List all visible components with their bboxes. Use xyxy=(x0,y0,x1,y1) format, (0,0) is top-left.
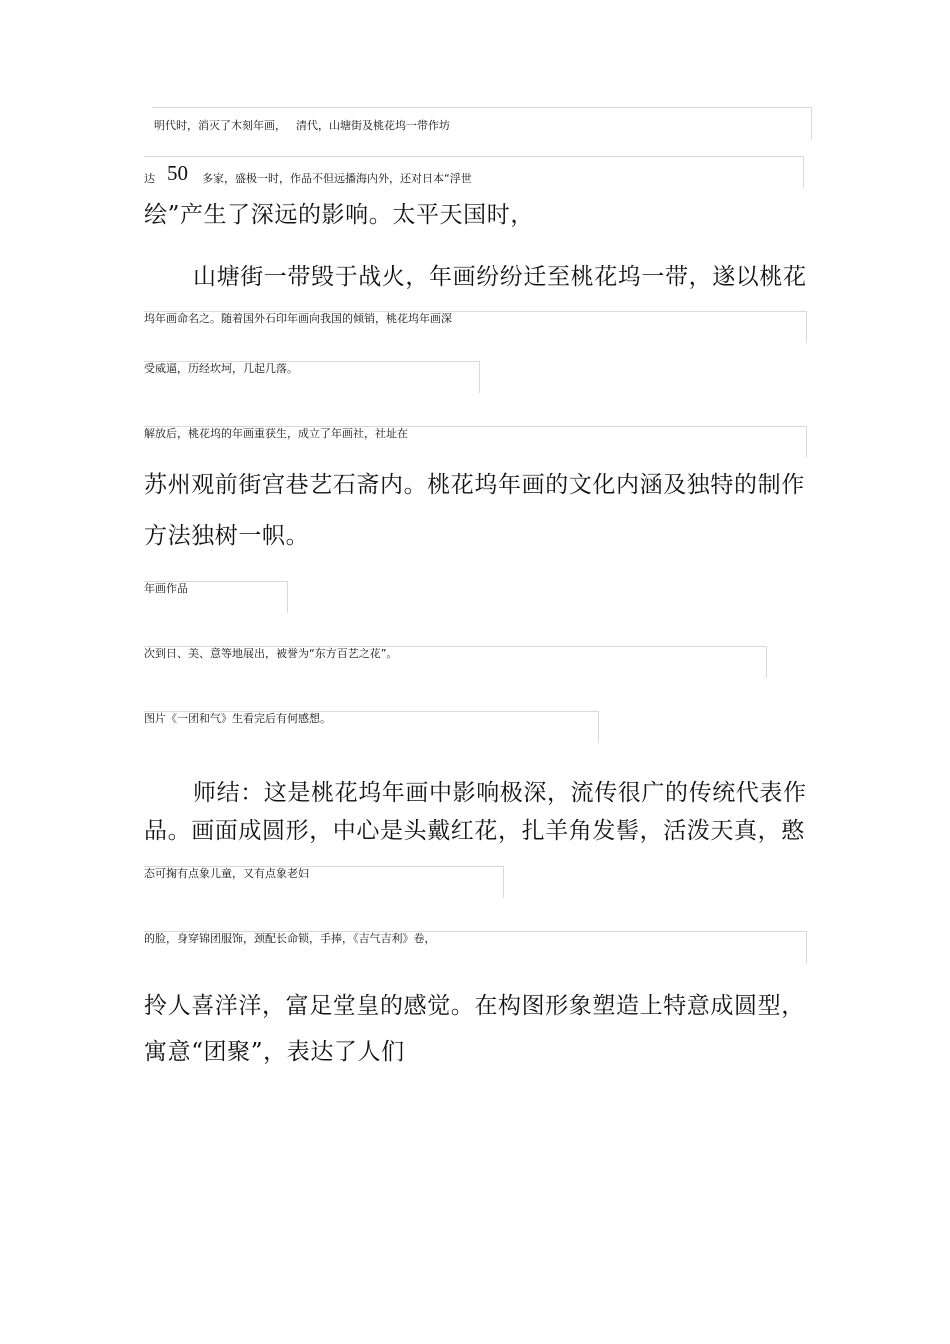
text-line-17: 拎人喜洋洋，富足堂皇的感觉。在构图形象塑造上特意成圆型， xyxy=(144,993,805,1019)
text-line-9: 方法独树一帜。 xyxy=(144,523,310,549)
text-line-4: 山塘街一带毁于战火，年画纷纷迁至桃花坞一带，遂以桃花 xyxy=(193,264,807,290)
text-line-5: 坞年画命名之。随着国外石印年画向我国的倾销，桃花坞年画深 xyxy=(144,312,452,325)
text-line-14: 品。画面成圆形，中心是头戴红花，扎羊角发髻，活泼天真，憨 xyxy=(144,818,805,844)
text-line-6: 受威逼，历经坎坷，几起几落。 xyxy=(144,362,298,375)
text-line-16: 的脸，身穿锦团服饰，颈配长命锁，手捧，《吉气吉利》卷， xyxy=(144,932,436,945)
text-line-8: 苏州观前街宫巷艺石斋内。桃花坞年画的文化内涵及独特的制作 xyxy=(144,472,805,498)
text-line-1 xyxy=(154,119,450,133)
text-line-12: 图片《一团和气》生看完后有何感想。 xyxy=(144,712,331,725)
text-line-3: 绘”产生了深远的影响。太平天国时， xyxy=(144,202,534,228)
text-line-2 xyxy=(144,161,472,186)
text-line-2b: 多家，盛极一时，作品不但远播海内外，还对日本“浮世 xyxy=(202,172,472,185)
text-line-1a: 明代时，消灭了木刻年画， xyxy=(154,119,286,132)
text-line-10: 年画作品 xyxy=(144,582,188,595)
text-line-7: 解放后，桃花坞的年画重获生，成立了年画社，社址在 xyxy=(144,427,408,440)
number-50: 50 xyxy=(167,161,188,185)
text-line-11: 次到日、美、意等地展出，被誉为“东方百艺之花”。 xyxy=(144,647,398,660)
text-line-2a: 达 xyxy=(144,172,155,185)
text-line-18: 寓意“团聚”，表达了人们 xyxy=(144,1039,405,1065)
text-line-1b: 清代，山塘街及桃花坞一带作坊 xyxy=(296,119,450,132)
text-line-15: 态可掬有点象儿童，又有点象老妇 xyxy=(144,867,309,880)
text-line-13: 师结：这是桃花坞年画中影响极深，流传很广的传统代表作 xyxy=(193,780,807,806)
